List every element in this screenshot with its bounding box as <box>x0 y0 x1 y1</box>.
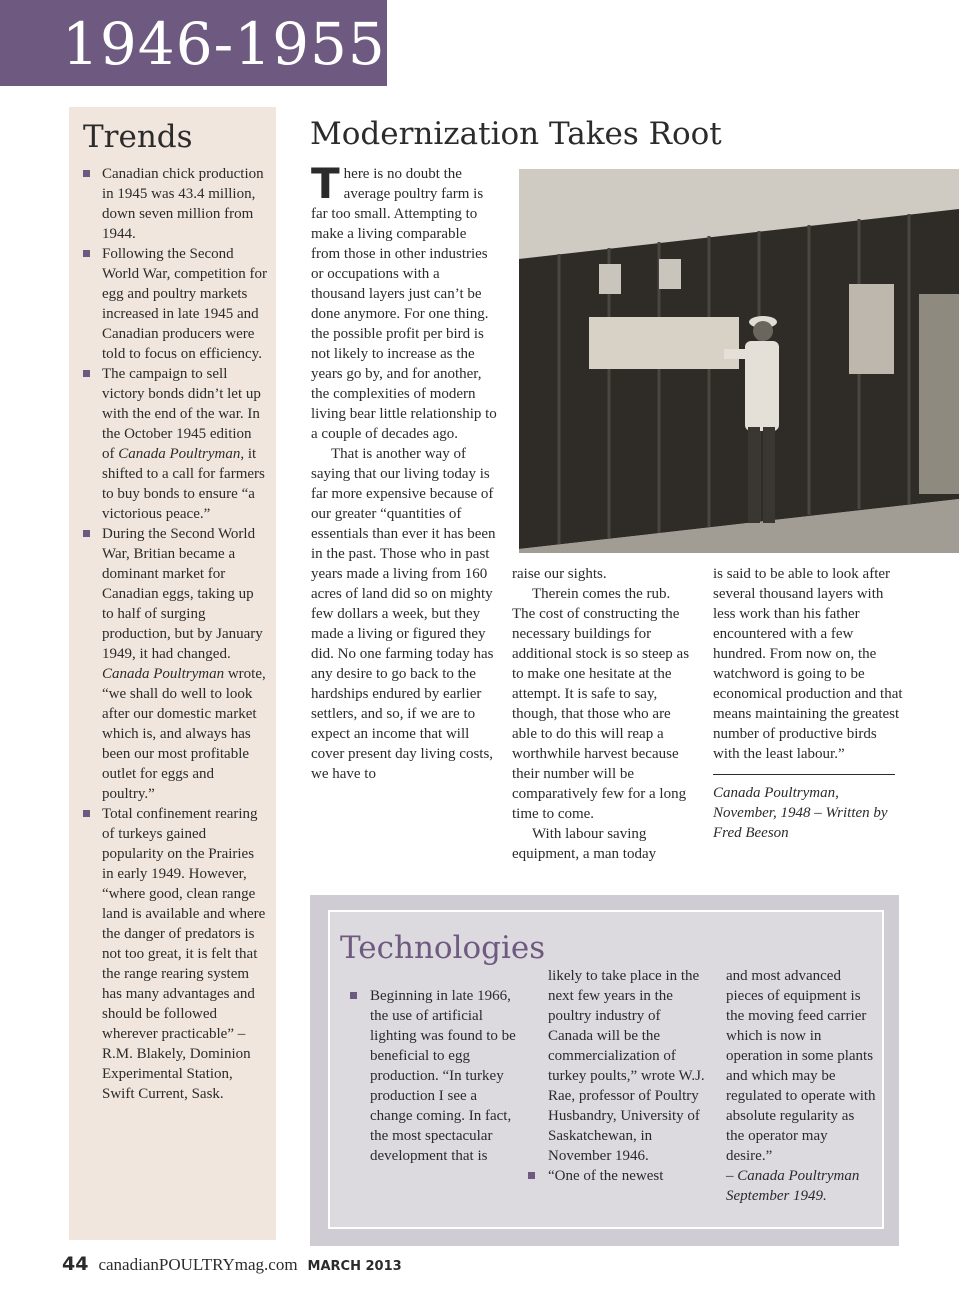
article-paragraph: raise our sights. <box>512 566 607 582</box>
trend-item <box>83 804 267 1104</box>
technologies-inner-frame <box>328 910 884 1229</box>
photo-illustration <box>519 169 959 553</box>
trend-text: The campaign to sell victory bonds didn’t let up with the end of the war. In the October 1945 edition of <box>102 366 261 462</box>
bullet-square-icon <box>83 530 90 537</box>
technologies-bullet-item: “One of the newest <box>528 1166 708 1186</box>
trend-item <box>83 524 267 804</box>
article-caption: Canada Poultryman, November, 1948 – Written by Fred Beeson <box>713 785 888 841</box>
bullet-square-icon <box>83 810 90 817</box>
bullet-square-icon <box>83 370 90 377</box>
publication-name: Canada Poultryman <box>118 446 241 462</box>
publication-name: Canada Poultryman <box>102 666 225 682</box>
trend-item <box>83 364 267 524</box>
technologies-column-1 <box>350 986 520 1166</box>
bullet-square-icon <box>350 992 357 999</box>
caption-divider <box>713 774 895 775</box>
article-lead-paragraph: here is no doubt the average poultry farm is far too small. Attempting to make a living comparable from those in other industries or occupations with a thousand layers just can’t be done anymore. For one thing. the possible profit per bird is not likely to increase as the years go by, and for another, the complexities of modern living bear little relationship to a couple of decades ago. <box>311 166 497 442</box>
technologies-box <box>310 895 899 1246</box>
trend-text: Canadian chick production in 1945 was 43.4 million, down seven million from 1944. <box>102 166 264 242</box>
trends-heading: Trends <box>83 119 193 155</box>
technologies-column-3 <box>726 966 876 1206</box>
trend-item <box>83 244 267 364</box>
article-column-2 <box>512 564 692 864</box>
article-paragraph: is said to be able to look after several thousand layers with less work than his father encountered with a few hundred. From now on, the watchword is going to be economical production and that means maintaining the greatest number of productive birds with the least labour.” <box>713 566 903 762</box>
article-column-3 <box>713 564 903 843</box>
technologies-credit: – Canada Poultryman September 1949. <box>726 1168 860 1204</box>
trend-text: , it shifted to a call for farmers to buy bonds to ensure “a victorious peace.” <box>102 446 265 522</box>
era-banner <box>0 0 387 86</box>
historical-photo <box>519 169 959 553</box>
trends-sidebar <box>69 107 276 1240</box>
trend-text: wrote, “we shall do well to look after our domestic market which is, and always has been our most profitable outlet for eggs and poultry.” <box>102 666 266 802</box>
page-number: 44 <box>62 1253 89 1275</box>
trend-text: Following the Second World War, competition for egg and poultry markets increased in late 1945 and Canadian producers were told to focus on efficiency. <box>102 246 267 362</box>
technologies-paragraph: and most advanced pieces of equipment is the moving feed carrier which is now in operation in some plants and which may be regulated to operate with absolute regularity as the operator may desire.” <box>726 968 876 1164</box>
drop-cap: T <box>311 159 340 208</box>
bullet-square-icon <box>528 1172 535 1179</box>
trends-list <box>83 164 267 1104</box>
technologies-heading: Technologies <box>340 930 546 966</box>
website-link[interactable]: canadianPOULTRYmag.com <box>98 1255 298 1274</box>
article-title: Modernization Takes Root <box>310 116 722 152</box>
article-paragraph: With labour saving equipment, a man today <box>512 826 657 862</box>
technologies-paragraph: likely to take place in the next few years in the poultry industry of Canada will be the commercialization of turkey poults,” wrote W.J. Rae, professor of Poultry Husbandry, University of Saskatchewan, in November 1946. <box>548 968 705 1164</box>
article-paragraph: Therein comes the rub. The cost of constructing the necessary buildings for additional stock is so steep as to make one hesitate at the attempt. It is safe to say, though, that those who are able to do this will reap a worthwhile harvest because their number will be comparatively few for a long time to come. <box>512 586 690 822</box>
article-paragraph: That is another way of saying that our living today is far more expensive because of our greater “quantities of essentials than ever it has been in the past. Those who in past years made a living from 160 acres of land did so on mighty few dollars a week, but they made a living or figured they did. No one farming today has any desire to go back to the hardships endured by earlier settlers, and so, if we are to expect an income that will cover present day living costs, we have to <box>311 446 496 782</box>
technologies-bullet-item: Beginning in late 1966, the use of artificial lighting was found to be beneficial to egg production. “In turkey production I see a change coming. In fact, the most spectacular development that is <box>350 986 520 1166</box>
trend-text: Total confinement rearing of turkeys gained popularity on the Prairies in early 1949. However, “where good, clean range land is available and where the danger of predators is not too great, it is felt that the range rearing system has many advantages and should be followed wherever practicable” – R.M. Blakely, Dominion Experimental Station, Swift Current, Sask. <box>102 806 266 1102</box>
era-title: 1946-1955 <box>62 10 386 78</box>
trend-text: During the Second World War, Britian became a dominant market for Canadian eggs, taking up to half of surging production, but by January 1949, it had changed. <box>102 526 263 662</box>
technologies-column-2 <box>548 966 708 1186</box>
article-column-1 <box>311 159 497 784</box>
bullet-square-icon <box>83 170 90 177</box>
page-footer <box>62 1253 402 1277</box>
issue-date: MARCH 2013 <box>307 1259 402 1274</box>
trend-item <box>83 164 267 244</box>
bullet-square-icon <box>83 250 90 257</box>
